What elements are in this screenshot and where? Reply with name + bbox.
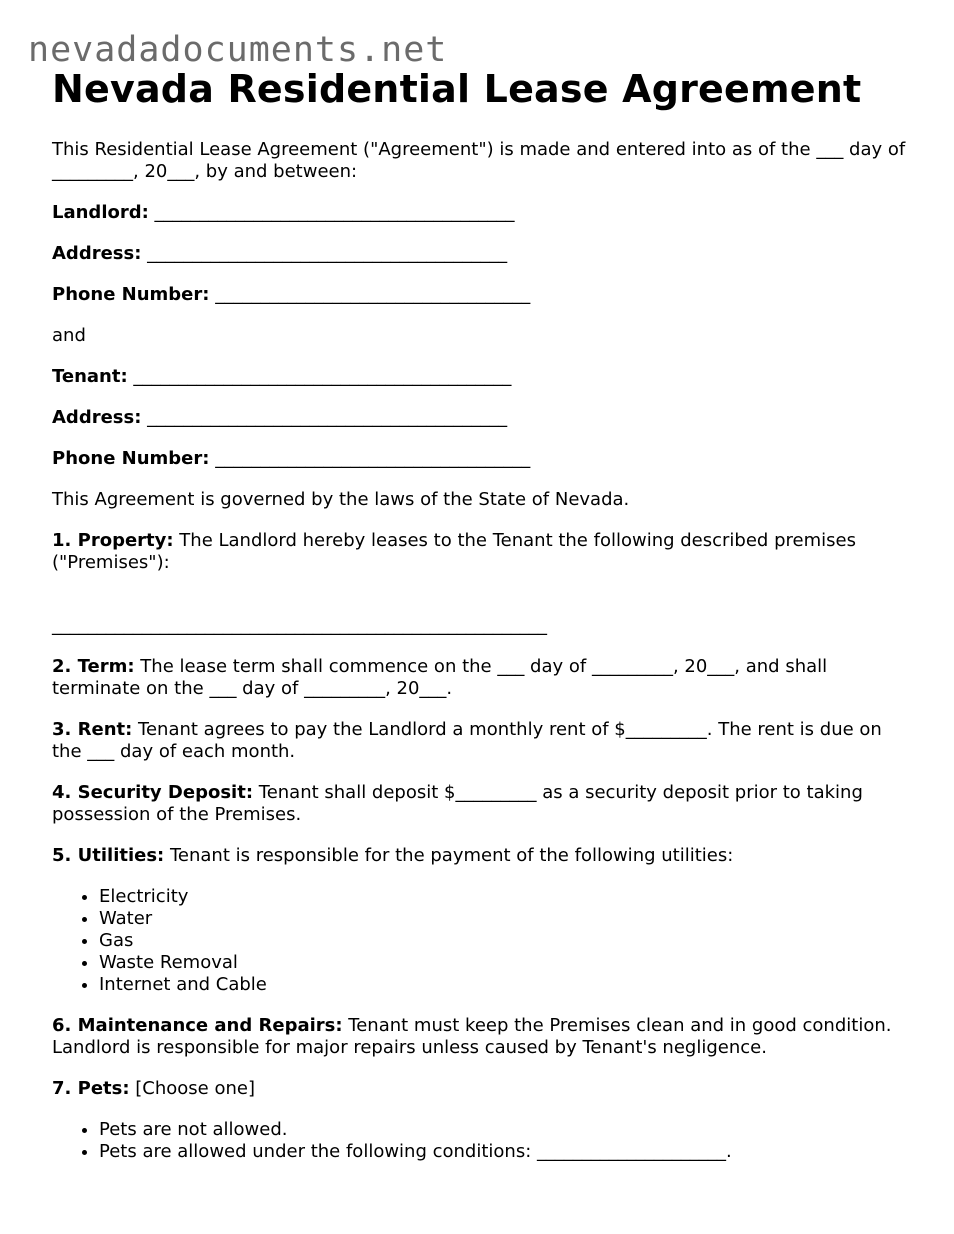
section-rent-heading: 3. Rent: [52,719,133,740]
intro-paragraph: This Residential Lease Agreement ("Agreement") is made and entered into as of the ___ day of _________, 20___, by and between: [52,139,906,182]
list-item: • Water [99,908,912,930]
section-property-text: The Landlord hereby leases to the Tenant the following described premises ("Premises"): [52,530,856,573]
section-property [52,530,912,574]
list-item: • Pets are not allowed. [99,1119,912,1141]
section-deposit-text: Tenant shall deposit $_________ as a security deposit prior to taking possession of the Premises. [52,782,863,825]
pets-options-list [52,1119,912,1163]
landlord-name-blank: ________________________________________ [148,202,515,223]
landlord-phone-field [52,284,912,306]
section-pets-text: [Choose one] [129,1078,255,1099]
tenant-address-label: Address: [52,407,142,428]
section-pets-heading: 7. Pets: [52,1078,130,1099]
governing-law: This Agreement is governed by the laws of the State of Nevada. [52,489,630,510]
list-item: • Electricity [99,886,912,908]
section-term-heading: 2. Term: [52,656,135,677]
section-maintenance [52,1015,912,1059]
section-deposit [52,782,912,826]
lease-document [52,66,912,1182]
section-term-text: The lease term shall commence on the ___ day of _________, 20___, and shall terminate on the ___ day of _________, 20___. [52,656,828,699]
watermark: nevadadocuments.net [28,30,448,70]
section-maintenance-heading: 6. Maintenance and Repairs: [52,1015,343,1036]
list-item: • Gas [99,930,912,952]
tenant-name-label: Tenant: [52,366,128,387]
tenant-phone-blank: ___________________________________ [209,448,531,469]
tenant-name-field [52,366,912,388]
list-item: • Internet and Cable [99,974,912,996]
section-rent-text: Tenant agrees to pay the Landlord a monthly rent of $_________. The rent is due on the ___ day of each month. [52,719,882,762]
tenant-phone-label: Phone Number: [52,448,210,469]
property-description-blank: _______________________________________________________ [52,615,547,636]
section-pets [52,1078,912,1100]
tenant-name-blank: __________________________________________ [127,366,512,387]
and-text: and [52,325,86,346]
section-property-heading: 1. Property: [52,530,174,551]
landlord-phone-label: Phone Number: [52,284,210,305]
list-item: • Waste Removal [99,952,912,974]
section-deposit-heading: 4. Security Deposit: [52,782,254,803]
landlord-address-label: Address: [52,243,142,264]
section-term [52,656,912,700]
tenant-address-blank: ________________________________________ [141,407,508,428]
landlord-name-field [52,202,912,224]
section-maintenance-text: Tenant must keep the Premises clean and in good condition. Landlord is responsible for major repairs unless caused by Tenant's negligence. [52,1015,892,1058]
landlord-phone-blank: ___________________________________ [209,284,531,305]
landlord-address-field [52,243,912,265]
document-title: Nevada Residential Lease Agreement [52,67,862,111]
section-rent [52,719,912,763]
section-utilities-text: Tenant is responsible for the payment of the following utilities: [164,845,734,866]
landlord-address-blank: ________________________________________ [141,243,508,264]
section-utilities-heading: 5. Utilities: [52,845,165,866]
list-item: • Pets are allowed under the following conditions: _____________________. [99,1141,912,1163]
tenant-phone-field [52,448,912,470]
landlord-name-label: Landlord: [52,202,149,223]
utilities-list [52,886,912,996]
tenant-address-field [52,407,912,429]
section-utilities [52,845,912,867]
